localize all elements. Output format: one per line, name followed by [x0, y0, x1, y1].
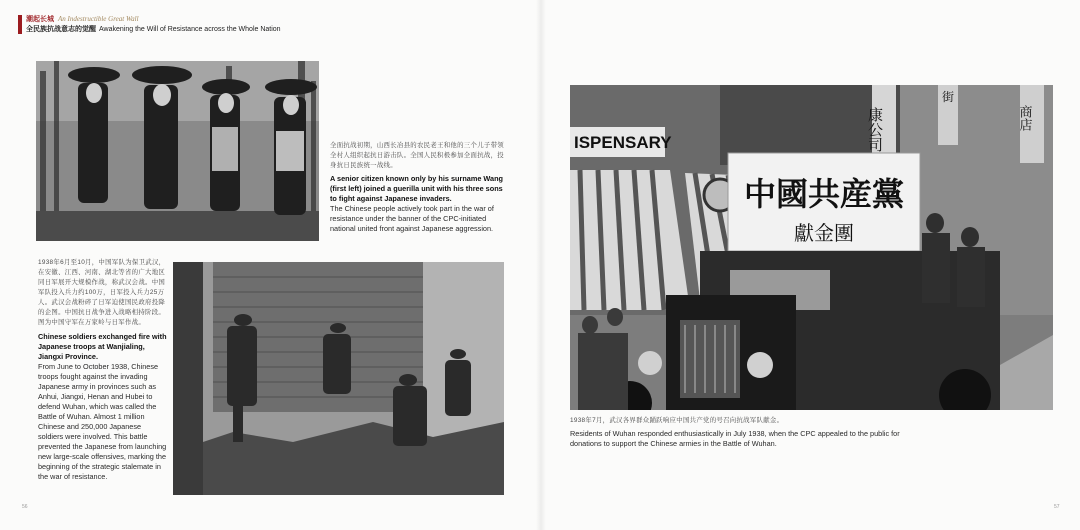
book-gutter	[536, 0, 546, 530]
caption-battle	[38, 258, 167, 482]
sign-right-2: 商店	[1016, 105, 1032, 131]
header-accent-bar	[18, 15, 22, 34]
page-number-left: 56	[22, 504, 28, 510]
photo-wuhan-donation-truck	[570, 85, 1053, 410]
header-subtitle-cn: 全民族抗战意志的觉醒	[26, 26, 96, 33]
caption-wang-en: The Chinese people actively took part in the war of resistance under the banner of the CPC-initiated national united front against Japanese aggression.	[330, 204, 494, 233]
caption-wang-en-bold: A senior citizen known only by his surname Wang (first left) joined a guerilla unit with his three sons to fight against Japanese invaders.	[330, 174, 503, 203]
caption-battle-en-bold: Chinese soldiers exchanged fire with Japanese troops at Wanjialing, Jiangxi Province.	[38, 332, 167, 361]
photo-wanjialing-battle	[173, 262, 504, 495]
caption-truck-en: Residents of Wuhan responded enthusiastically in July 1938, when the CPC appealed to the public for donations to support the Chinese armies in the Battle of Wuhan.	[570, 429, 900, 448]
sign-dispensary: ISPENSARY	[574, 133, 672, 152]
header-line-2	[26, 25, 281, 34]
caption-battle-cn: 1938年6月至10月，中国军队为保卫武汉，在安徽、江西、河南、湖北等省的广大地区同日军展开大规模作战，称武汉会战。中国军队投入兵力约100万，日军投入兵力25万人。武汉会战粉碎了日军迫使国民政府投降的企图。中国抗日战争进入战略相持阶段。图为中国守军在万家岭与日军作战。	[38, 259, 166, 326]
sign-right-1: 街	[941, 90, 955, 104]
banner-sub-text: 獻金團	[794, 221, 854, 245]
photo-wang-and-sons	[36, 61, 319, 241]
header-title-cn: 潮起长城	[26, 16, 54, 23]
caption-truck-cn: 1938年7月，武汉各界群众踊跃响应中国共产党的号召向抗战军队献金。	[570, 417, 784, 424]
sign-company: 康公司	[866, 107, 884, 152]
header-subtitle-en: Awakening the Will of Resistance across the Whole Nation	[99, 26, 281, 33]
header-title-en: An Indestructible Great Wall	[58, 15, 139, 23]
header-line-1	[26, 15, 139, 24]
caption-wang	[330, 141, 510, 234]
page-number-right: 57	[1054, 504, 1060, 510]
banner-main-text: 中國共産黨	[743, 175, 905, 213]
caption-wang-cn: 全面抗战初期，山西长冶县的农民老王和他的三个儿子带领全村人组织起抗日游击队。全国人民积极参加全面抗战，投身抗日民族统一战线。	[330, 142, 504, 169]
caption-truck	[570, 416, 900, 449]
caption-battle-en: From June to October 1938, Chinese troops fought against the invading Japanese army in provinces such as Anhui, Jiangxi, Henan and Hubei to defend Wuhan, which was called the Battle of Wuhan. Almost 1 million Chinese and 250,000 Japanese soldiers were involved. This battle prevented the Japanese from launching new large-scale offensives, marking the beginning of the strategic stalemate in the war of resistance.	[38, 362, 167, 481]
